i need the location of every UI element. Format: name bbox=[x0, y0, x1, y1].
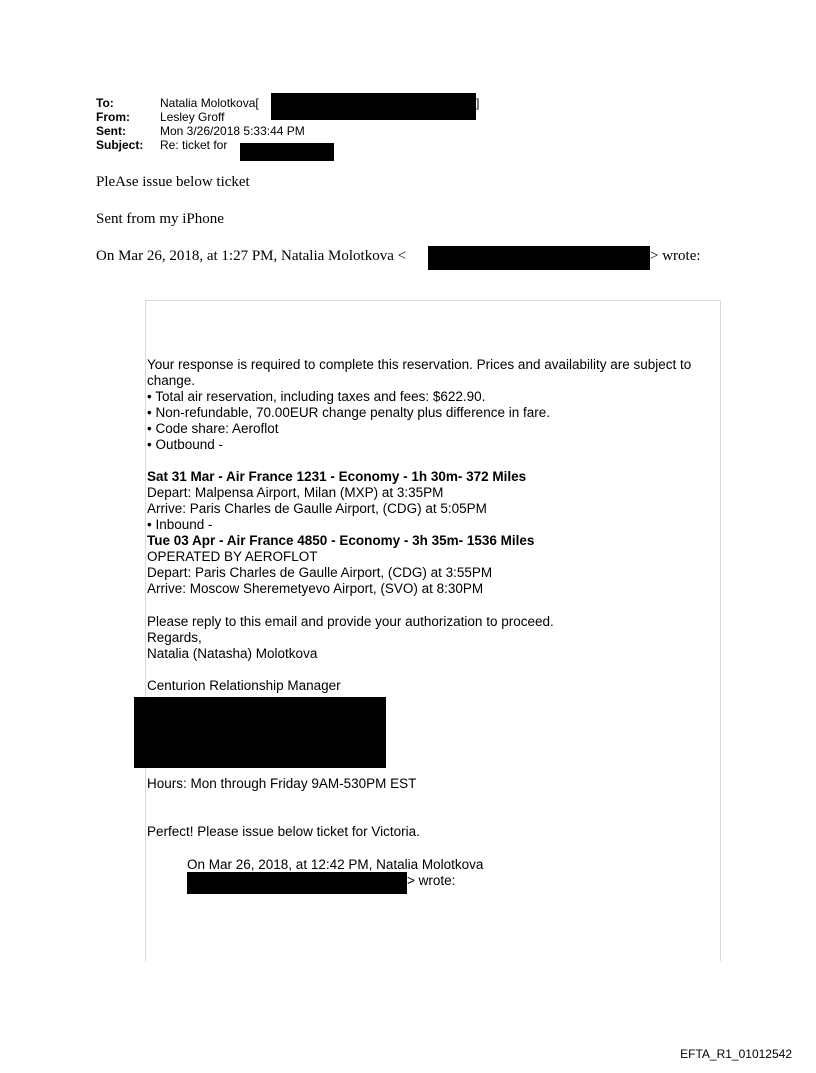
redaction-signature-block bbox=[134, 697, 386, 768]
redaction-quote-email bbox=[428, 246, 650, 270]
perfect-line: Perfect! Please issue below ticket for Victoria. bbox=[147, 824, 420, 839]
redaction-subject bbox=[240, 143, 334, 161]
redaction-nested-email bbox=[187, 872, 407, 894]
bullet-refund: • Non-refundable, 70.00EUR change penalty plus difference in fare. bbox=[147, 405, 550, 420]
to-label: To: bbox=[96, 96, 114, 110]
bullet-total: • Total air reservation, including taxes and fees: $622.90. bbox=[147, 389, 486, 404]
flight2-operated: OPERATED BY AEROFLOT bbox=[147, 549, 318, 564]
reply-request: Please reply to this email and provide your authorization to proceed. bbox=[147, 614, 554, 629]
from-label: From: bbox=[96, 110, 130, 124]
signature-name: Natalia (Natasha) Molotkova bbox=[147, 646, 318, 661]
reply-line-2: Sent from my iPhone bbox=[96, 211, 224, 227]
quoted-intro-line-1: Your response is required to complete this reservation. Prices and availability are subject to bbox=[147, 357, 692, 372]
hours: Hours: Mon through Friday 9AM-530PM EST bbox=[147, 776, 417, 791]
subject-label: Subject: bbox=[96, 138, 144, 152]
flight2-title: Tue 03 Apr - Air France 4850 - Economy - 3h 35m- 1536 Miles bbox=[147, 533, 535, 548]
nested-wrote: > wrote: bbox=[407, 873, 456, 888]
flight1-title: Sat 31 Mar - Air France 1231 - Economy - 1h 30m- 372 Miles bbox=[147, 469, 527, 484]
nested-intro: On Mar 26, 2018, at 12:42 PM, Natalia Molotkova bbox=[187, 857, 484, 872]
signature-title: Centurion Relationship Manager bbox=[147, 678, 341, 693]
to-value: Natalia Molotkova[ bbox=[160, 96, 259, 110]
bullet-outbound: • Outbound - bbox=[147, 437, 224, 452]
to-bracket-close: ] bbox=[476, 96, 480, 110]
document-id: EFTA_R1_01012542 bbox=[680, 1047, 792, 1061]
flight2-depart: Depart: Paris Charles de Gaulle Airport, (CDG) at 3:55PM bbox=[147, 565, 493, 580]
from-value: Lesley Groff bbox=[160, 110, 225, 124]
reply-line-1: PleAse issue below ticket bbox=[96, 174, 250, 190]
flight1-depart: Depart: Malpensa Airport, Milan (MXP) at 3:35PM bbox=[147, 485, 444, 500]
quoted-intro-line-2: change. bbox=[147, 373, 196, 388]
bullet-inbound: • Inbound - bbox=[147, 517, 213, 532]
flight1-arrive: Arrive: Paris Charles de Gaulle Airport, (CDG) at 5:05PM bbox=[147, 501, 487, 516]
subject-value: Re: ticket for bbox=[160, 138, 228, 152]
sent-value: Mon 3/26/2018 5:33:44 PM bbox=[160, 124, 305, 138]
quote-intro-suffix: > wrote: bbox=[650, 248, 701, 264]
regards: Regards, bbox=[147, 630, 202, 645]
flight2-arrive: Arrive: Moscow Sheremetyevo Airport, (SVO) at 8:30PM bbox=[147, 581, 484, 596]
bullet-codeshare: • Code share: Aeroflot bbox=[147, 421, 279, 436]
redaction-to-email bbox=[271, 93, 476, 120]
sent-label: Sent: bbox=[96, 124, 126, 138]
quote-intro-prefix: On Mar 26, 2018, at 1:27 PM, Natalia Molotkova < bbox=[96, 248, 407, 264]
